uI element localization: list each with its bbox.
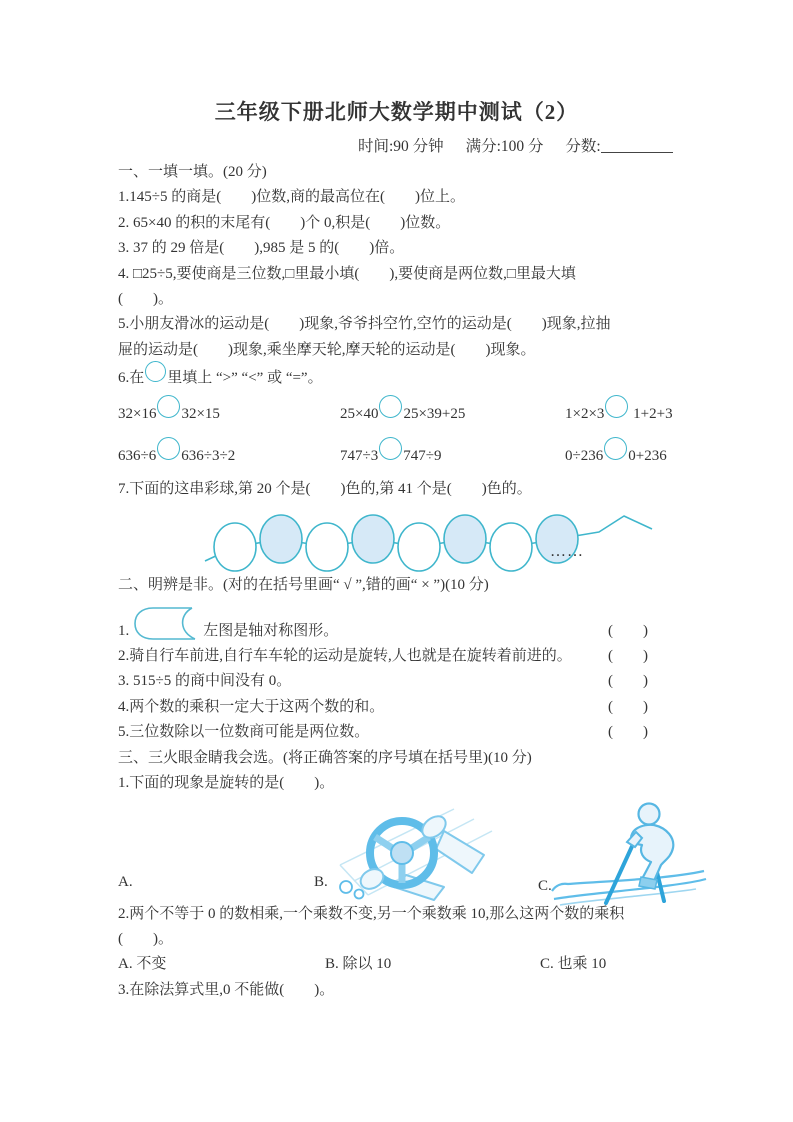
- section2-header: 二、明辨是非。(对的在括号里画“ √ ”,错的画“ × ”)(10 分): [118, 576, 489, 593]
- true-false-text: 2.骑自行车前进,自行车车轮的运动是旋转,人也就是在旋转着前进的。: [118, 648, 572, 665]
- comparison-cell: [118, 444, 340, 469]
- expression-left: 1×2×3: [565, 405, 605, 422]
- meta-full-score: 满分:100 分: [465, 138, 544, 155]
- fill-question-1: 1.145÷5 的商是( )位数,商的最高位在( )位上。: [118, 189, 465, 206]
- fill-question-4-line1: 4. □25÷5,要使商是三位数,□里最小填( ),要使商是两位数,□里最大填: [118, 265, 576, 282]
- expression-left: 0÷236: [565, 447, 604, 464]
- choice-question-1: 1.下面的现象是旋转的是( )。: [118, 775, 335, 792]
- comparison-row-1: [118, 393, 678, 435]
- fill-question-7: 7.下面的这串彩球,第 20 个是( )色的,第 41 个是( )色的。: [118, 481, 532, 498]
- compare-circle-icon: [157, 437, 180, 460]
- item-number: 1.: [118, 622, 130, 639]
- choice-question-3: 3.在除法算式里,0 不能做( )。: [118, 981, 335, 998]
- expression-right: 636÷3÷2: [181, 447, 236, 464]
- compare-circle-icon: [379, 395, 402, 418]
- choice-images-row: [118, 797, 678, 902]
- option-b-label: B.: [314, 874, 328, 891]
- expression-right: 25×39+25: [403, 405, 466, 422]
- bead-string-illustration: [203, 503, 655, 573]
- q6-prefix: 6.在: [118, 370, 145, 387]
- skier-illustration: [548, 797, 708, 909]
- paper-body: [118, 160, 678, 1003]
- true-false-item-2: [118, 644, 678, 669]
- comparison-cell: [565, 402, 678, 427]
- expression-left: 25×40: [340, 405, 379, 422]
- section1-header: 一、一填一填。(20 分): [118, 164, 267, 180]
- expression-right: 32×15: [181, 405, 220, 422]
- true-false-text: 3. 515÷5 的商中间没有 0。: [118, 673, 292, 690]
- score-blank-line: [601, 138, 673, 153]
- continuation-dots: ……: [550, 542, 584, 560]
- answer-parens: ( ): [608, 698, 648, 715]
- option-a-label: A.: [118, 874, 133, 891]
- fill-question-5-line2: 屉的运动是( )现象,乘坐摩天轮,摩天轮的运动是( )现象。: [118, 341, 536, 358]
- compare-circle-icon: [145, 361, 166, 382]
- section3-header: 三、三火眼金睛我会选。(将正确答案的序号填在括号里)(10 分): [118, 749, 532, 766]
- comparison-cell: [118, 402, 340, 427]
- answer-parens: ( ): [608, 673, 648, 690]
- comparison-cell: [340, 402, 565, 427]
- q6-suffix: 里填上 “>” “<” 或 “=”。: [167, 370, 323, 387]
- meta-score-label: 分数:: [565, 138, 601, 155]
- answer-parens: ( ): [608, 622, 648, 639]
- option-c-label: C.: [538, 878, 552, 895]
- expression-left: 747÷3: [340, 447, 379, 464]
- true-false-text: 4.两个数的乘积一定大于这两个数的和。: [118, 698, 385, 715]
- expression-left: 32×16: [118, 405, 157, 422]
- true-false-item-1: [118, 598, 678, 644]
- fill-question-2: 2. 65×40 的积的末尾有( )个 0,积是( )位数。: [118, 214, 451, 231]
- true-false-text: 5.三位数除以一位数商可能是两位数。: [118, 724, 370, 741]
- comparison-cell: [565, 444, 678, 469]
- comparison-row-2: [118, 435, 678, 477]
- answer-parens: ( ): [608, 724, 648, 741]
- option-a: A. 不变: [118, 956, 167, 973]
- true-false-text: 左图是轴对称图形。: [203, 622, 339, 639]
- comparison-cell: [340, 444, 565, 469]
- true-false-item-4: [118, 695, 678, 720]
- option-b: B. 除以 10: [325, 956, 392, 973]
- meta-line: [358, 134, 673, 156]
- page-title: 三年级下册北师大数学期中测试（2）: [214, 100, 579, 124]
- compare-circle-icon: [605, 395, 628, 418]
- compare-circle-icon: [379, 437, 402, 460]
- choice-question-2-line2: ( )。: [118, 930, 173, 947]
- fill-question-5-line1: 5.小朋友滑冰的运动是( )现象,爷爷抖空竹,空竹的运动是( )现象,拉抽: [118, 316, 611, 333]
- choice-question-2-options: [118, 952, 678, 977]
- expression-right: 747÷9: [403, 447, 442, 464]
- bead-string-figure: [118, 503, 678, 573]
- answer-parens: ( ): [608, 648, 648, 665]
- choice-question-2-line1: 2.两个不等于 0 的数相乘,一个乘数不变,另一个乘数乘 10,那么这两个数的乘积: [118, 905, 625, 922]
- meta-time: 时间:90 分钟: [358, 138, 444, 155]
- expression-right: 0+236: [628, 447, 667, 464]
- cylinder-icon: [133, 606, 197, 641]
- compare-circle-icon: [604, 437, 627, 460]
- option-c: C. 也乘 10: [540, 956, 607, 973]
- true-false-item-3: [118, 669, 678, 694]
- steering-wheel-illustration: [332, 803, 502, 903]
- fill-question-3: 3. 37 的 29 倍是( ),985 是 5 的( )倍。: [118, 240, 405, 257]
- fill-question-6: [118, 363, 678, 393]
- fill-question-4-line2: ( )。: [118, 291, 173, 308]
- true-false-item-5: [118, 720, 678, 745]
- expression-right: 1+2+3: [633, 405, 673, 422]
- expression-left: 636÷6: [118, 447, 157, 464]
- compare-circle-icon: [157, 395, 180, 418]
